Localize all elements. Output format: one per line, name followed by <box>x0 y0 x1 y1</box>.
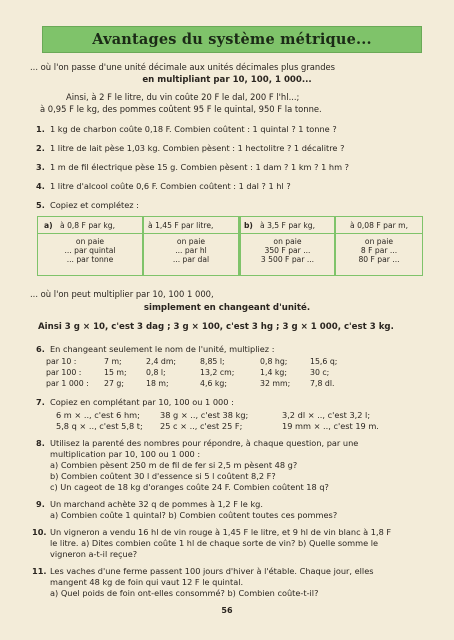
q6-row2-c4: 1,4 kg; <box>260 368 287 377</box>
q8-c: c) Un cageot de 18 kg d'oranges coûte 24 F. Combien coûtent 18 q? <box>50 482 329 492</box>
q7-text: Copiez en complétant par 10, 100 ou 1 000 : <box>50 397 234 407</box>
q6-text: En changeant seulement le nom de l'unité, multipliez : <box>50 344 275 354</box>
q6-row3-label: par 1 000 : <box>46 379 89 388</box>
q6-row2-c1: 15 m; <box>104 368 127 377</box>
section-title: Avantages du système métrique... <box>92 31 372 48</box>
section1-intro-bold: en multipliant par 10, 100, 1 000... <box>142 75 312 85</box>
q8-b: b) Combien coûtent 30 l d'essence si 5 l coûtent 8,2 F? <box>50 471 276 481</box>
q5-text: Copiez et complétez : <box>50 200 139 210</box>
q10-line2: le litre. a) Dites combien coûte 1 hl de chaque sorte de vin? b) Quelle somme le <box>50 538 379 548</box>
q6-row1-label: par 10 : <box>46 357 77 366</box>
q7-l1-c: 3,2 dl × .., c'est 3,2 l; <box>282 410 371 420</box>
q6-row3-c5: 7,8 dl. <box>310 379 335 388</box>
q5-a1-line2: ... par quintal <box>64 246 116 255</box>
q6-row3-c4: 32 mm; <box>260 379 291 388</box>
q1-text: 1 kg de charbon coûte 0,18 F. Combien coûtent : 1 quintal ? 1 tonne ? <box>50 124 337 134</box>
q5-b1-line3: 3 500 F par ... <box>260 255 315 264</box>
q5-a2-line1: on paie <box>176 237 206 246</box>
q5-a1-line3: ... par tonne <box>66 255 114 264</box>
q5-a2-line2: ... par hl <box>175 246 207 255</box>
section1-example-b: à 0,95 F le kg, des pommes coûtent 95 F le quintal, 950 F la tonne. <box>40 104 322 114</box>
q5-b2-line2: 8 F par ... <box>360 246 398 255</box>
q7-number: 7. <box>36 397 45 407</box>
q6-row2-c5: 30 c; <box>310 368 330 377</box>
q6-row1-c5: 15,6 q; <box>310 357 338 366</box>
q6-row1-c3: 8,85 l; <box>200 357 225 366</box>
q11-a: a) Quel poids de foin ont-elles consommé? b) Combien coûte-t-il? <box>50 588 319 598</box>
section1-intro: ... où l'on passe d'une unité décimale aux unités décimales plus grandes <box>30 62 336 72</box>
section2-intro: ... où l'on peut multiplier par 10, 100 1 000, <box>30 289 214 299</box>
q6-row1-c2: 2,4 dm; <box>146 357 177 366</box>
q6-row2-c3: 13,2 cm; <box>200 368 235 377</box>
q9-number: 9. <box>36 499 45 509</box>
q10-line1: Un vigneron a vendu 16 hl de vin rouge à 1,45 F le litre, et 9 hl de vin blanc à 1,8 F <box>50 527 392 537</box>
q4-number: 4. <box>36 181 45 191</box>
q10-number: 10. <box>32 527 47 537</box>
q10-line3: vigneron a-t-il reçue? <box>50 549 138 559</box>
q5-a1-line1: on paie <box>75 237 105 246</box>
q5-a-label: a) <box>44 221 53 230</box>
q5-b1-head: à 3,5 F par kg, <box>260 221 315 230</box>
q6-row1-c1: 7 m; <box>104 357 122 366</box>
q7-l2-b: 25 c × .., c'est 25 F; <box>160 421 243 431</box>
q7-l1-a: 6 m × .., c'est 6 hm; <box>56 410 140 420</box>
q5-a2-head: à 1,45 F par litre, <box>148 221 214 230</box>
q11-line2: mangent 48 kg de foin qui vaut 12 F le quintal. <box>50 577 244 587</box>
q7-l1-b: 38 g × .., c'est 38 kg; <box>160 410 249 420</box>
q4-text: 1 litre d'alcool coûte 0,6 F. Combien coûtent : 1 dal ? 1 hl ? <box>50 181 291 191</box>
q9-line1: Un marchand achète 32 q de pommes à 1,2 F le kg. <box>50 499 263 509</box>
q6-number: 6. <box>36 344 45 354</box>
q6-row3-c3: 4,6 kg; <box>200 379 227 388</box>
section2-rule: Ainsi 3 g × 10, c'est 3 dag ; 3 g × 100, c'est 3 hg ; 3 g × 1 000, c'est 3 kg. <box>38 322 394 332</box>
q9-a: a) Combien coûte 1 quintal? b) Combien coûtent toutes ces pommes? <box>50 510 338 520</box>
q1-number: 1. <box>36 124 45 134</box>
q6-row3-c1: 27 g; <box>104 379 124 388</box>
section2-intro-bold: simplement en changeant d'unité. <box>143 303 311 313</box>
q6-row1-c4: 0,8 hg; <box>260 357 288 366</box>
q5-b-label: b) <box>244 221 253 230</box>
q3-number: 3. <box>36 162 45 172</box>
q7-l2-a: 5,8 q × .., c'est 5,8 t; <box>56 421 143 431</box>
q7-l2-c: 19 mm × .., c'est 19 m. <box>282 421 379 431</box>
q2-text: 1 litre de lait pèse 1,03 kg. Combien pèsent : 1 hectolitre ? 1 décalitre ? <box>50 143 345 153</box>
q5-table <box>37 216 423 276</box>
q5-b2-head: à 0,08 F par m, <box>350 221 408 230</box>
q5-number: 5. <box>36 200 45 210</box>
q5-a1-head: à 0,8 F par kg, <box>60 221 115 230</box>
q6-row3-c2: 18 m; <box>146 379 169 388</box>
q8-number: 8. <box>36 438 45 448</box>
q11-number: 11. <box>32 566 47 576</box>
q8-line1: Utilisez la parenté des nombres pour répondre, à chaque question, par une <box>50 438 359 448</box>
q5-b1-line2: 350 F par ... <box>264 246 311 255</box>
page-number: 56 <box>221 606 233 615</box>
q2-number: 2. <box>36 143 45 153</box>
q6-row2-label: par 100 : <box>46 368 82 377</box>
q8-line2: multiplication par 10, 100 ou 1 000 : <box>50 449 201 459</box>
q5-b2-line1: on paie <box>364 237 394 246</box>
q6-row2-c2: 0,8 l; <box>146 368 166 377</box>
section1-example-a: Ainsi, à 2 F le litre, du vin coûte 20 F le dal, 200 F l'hl...; <box>66 92 300 102</box>
section-title-band <box>42 26 422 53</box>
q3-text: 1 m de fil électrique pèse 15 g. Combien pèsent : 1 dam ? 1 km ? 1 hm ? <box>50 162 350 172</box>
q5-b2-line3: 80 F par ... <box>358 255 400 264</box>
q5-b1-line1: on paie <box>273 237 302 246</box>
q8-a: a) Combien pèsent 250 m de fil de fer si 2,5 m pèsent 48 g? <box>50 460 298 470</box>
q11-line1: Les vaches d'une ferme passent 100 jours d'hiver à l'étable. Chaque jour, elles <box>50 566 374 576</box>
q5-a2-line3: ... par dal <box>172 255 210 264</box>
